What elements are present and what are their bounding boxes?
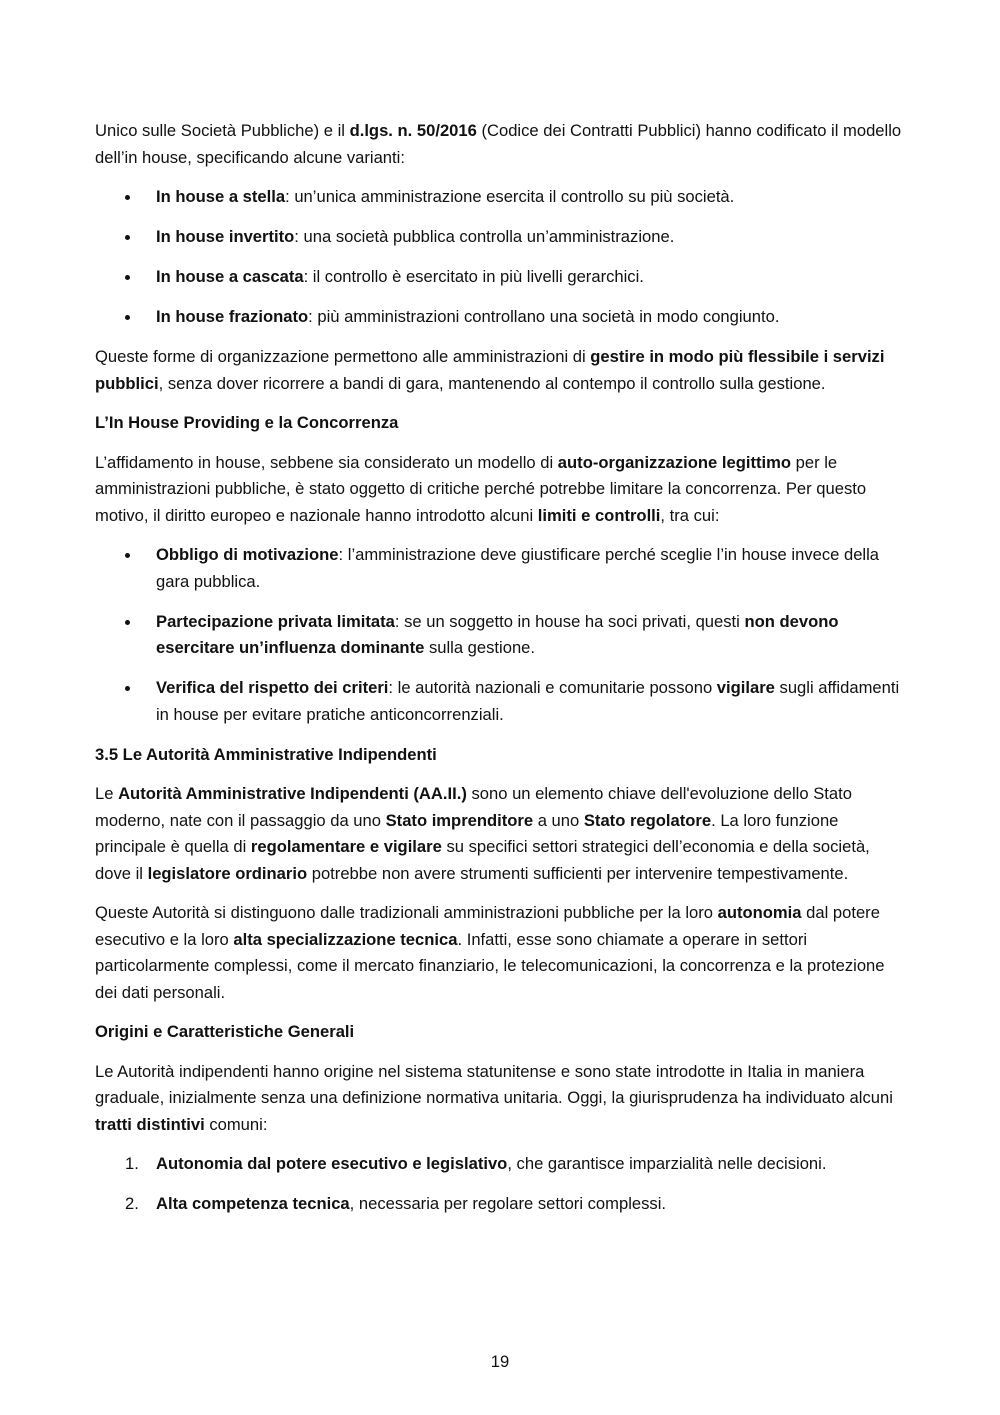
intro-paragraph: Unico sulle Società Pubbliche) e il d.lgs. n. 50/2016 (Codice dei Contratti Pubblici) hanno codificato il modello dell’in house, specificando alcune varianti: <box>95 121 902 167</box>
list-item: Obbligo di motivazione: l’amministrazione deve giustificare perché sceglie l’in house invece della gara pubblica. <box>95 542 905 595</box>
affidamento-paragraph: L’affidamento in house, sebbene sia considerato un modello di auto-organizzazione legittimo per le amministrazioni pubbliche, è stato oggetto di critiche perché potrebbe limitare la concorrenza. Per questo motivo, il diritto europeo e nazionale hanno introdotto alcuni limiti e controlli, tra cui: <box>95 452 867 525</box>
origini-paragraph: Le Autorità indipendenti hanno origine nel sistema statunitense e sono state introdotte in Italia in maniera graduale, inizialmente senza una definizione normativa unitaria. Oggi, la giurisprudenza ha individuato alcuni tratti distintivi comuni: <box>95 1061 893 1134</box>
list-item: In house frazionato: più amministrazioni controllano una società in modo congiunto. <box>95 304 905 331</box>
variants-list <box>95 184 905 331</box>
heading-section: 3.5 Le Autorità Amministrative Indipendenti <box>95 744 437 764</box>
list-item: 2. Alta competenza tecnica, necessaria per regolare settori complessi. <box>95 1191 905 1218</box>
distinguono-paragraph: Queste Autorità si distinguono dalle tradizionali amministrazioni pubbliche per la loro autonomia dal potere esecutivo e la loro alta specializzazione tecnica. Infatti, esse sono chiamate a operare in settori particolarmente complessi, come il mercato finanziario, le telecomunicazioni, la concorrenza e la protezione dei dati personali. <box>95 903 885 1002</box>
list-item: 1. Autonomia dal potere esecutivo e legislativo, che garantisce imparzialità nelle decisioni. <box>95 1151 905 1178</box>
list-item: Verifica del rispetto dei criteri: le autorità nazionali e comunitarie possono vigilare sugli affidamenti in house per evitare pratiche anticoncorrenziali. <box>95 675 905 728</box>
traits-list <box>95 1151 905 1218</box>
autorita-paragraph: Le Autorità Amministrative Indipendenti (AA.II.) sono un elemento chiave dell'evoluzione dello Stato moderno, nate con il passaggio da uno Stato imprenditore a uno Stato regolatore. La loro funzione principale è quella di regolamentare e vigilare su specifici settori strategici dell’economia e della società, dove il legislatore ordinario potrebbe non avere strumenti sufficienti per intervenire tempestivamente. <box>95 784 870 883</box>
document-page <box>95 118 905 1231</box>
limits-list <box>95 542 905 728</box>
list-item: In house invertito: una società pubblica controlla un’amministrazione. <box>95 224 905 251</box>
heading-origini: Origini e Caratteristiche Generali <box>95 1022 355 1041</box>
list-item: In house a cascata: il controllo è esercitato in più livelli gerarchici. <box>95 264 905 291</box>
list-item: In house a stella: un’unica amministrazione esercita il controllo su più società. <box>95 184 905 211</box>
list-item: Partecipazione privata limitata: se un soggetto in house ha soci privati, questi non devono esercitare un’influenza dominante sulla gestione. <box>95 609 905 662</box>
forms-paragraph: Queste forme di organizzazione permettono alle amministrazioni di gestire in modo più flessibile i servizi pubblici, senza dover ricorrere a bandi di gara, mantenendo al contempo il controllo sulla gestione. <box>95 347 885 393</box>
list-number: 2. <box>125 1194 139 1213</box>
page-number: 19 <box>490 1352 510 1371</box>
list-number: 1. <box>125 1154 139 1173</box>
heading-concorrenza: L’In House Providing e la Concorrenza <box>95 413 399 432</box>
